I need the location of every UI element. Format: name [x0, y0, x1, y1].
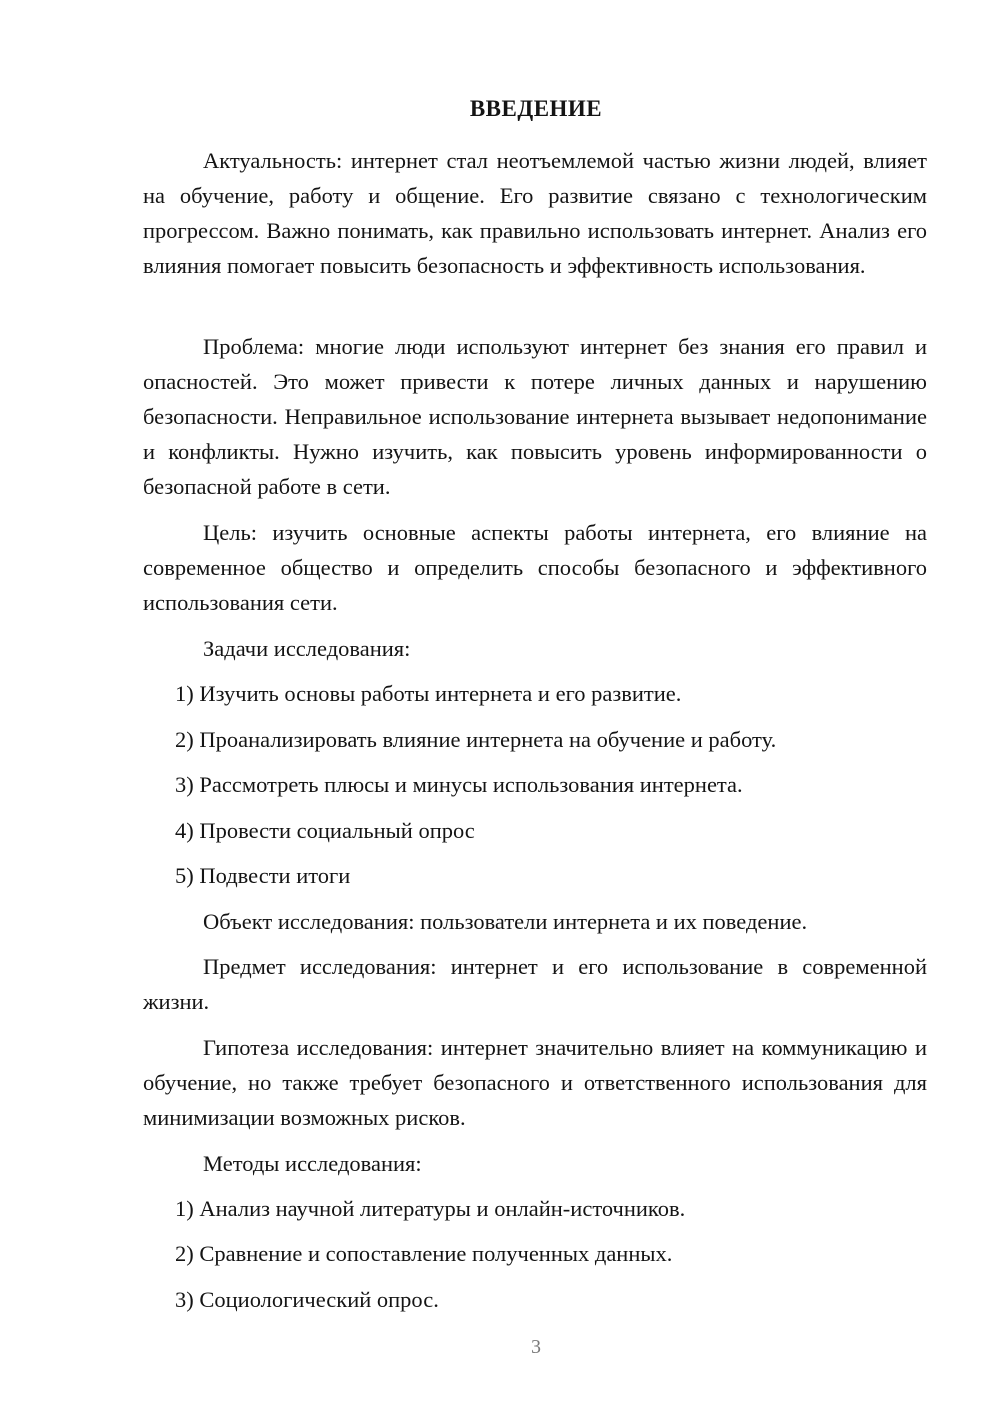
paragraph-object: Объект исследования: пользователи интернета и их поведение.: [203, 909, 808, 934]
paragraph-hypothesis: Гипотеза исследования: интернет значительно влияет на коммуникацию и обучение, но также требует безопасного и ответственного использования для минимизации возможных рисков.: [143, 1035, 927, 1130]
tasks-heading: Задачи исследования:: [203, 636, 411, 661]
paragraph-problem: Проблема: многие люди используют интернет без знания его правил и опасностей. Это может привести к потере личных данных и нарушению безопасности. Неправильное использование интернета вызывает недопонимание и конфликты. Нужно изучить, как повысить уровень информированности о безопасной работе в сети.: [143, 334, 927, 499]
paragraph-subject: Предмет исследования: интернет и его использование в современной жизни.: [143, 954, 927, 1014]
paragraph-relevance: Актуальность: интернет стал неотъемлемой частью жизни людей, влияет на обучение, работу и общение. Его развитие связано с технологическим прогрессом. Важно понимать, как правильно использовать интернет. Анализ его влияния помогает повысить безопасность и эффективность использования.: [143, 148, 927, 278]
page-number: 3: [531, 1336, 541, 1358]
method-item: 1) Анализ научной литературы и онлайн-источников.: [175, 1196, 686, 1221]
method-item: 3) Социологический опрос.: [175, 1287, 439, 1312]
task-item: 2) Проанализировать влияние интернета на обучение и работу.: [175, 727, 777, 752]
method-item: 2) Сравнение и сопоставление полученных данных.: [175, 1241, 673, 1266]
task-item: 3) Рассмотреть плюсы и минусы использования интернета.: [175, 772, 743, 797]
task-item: 5) Подвести итоги: [175, 863, 351, 888]
task-item: 1) Изучить основы работы интернета и его развитие.: [175, 681, 682, 706]
task-item: 4) Провести социальный опрос: [175, 818, 475, 843]
paragraph-goal: Цель: изучить основные аспекты работы интернета, его влияние на современное общество и определить способы безопасного и эффективного использования сети.: [143, 520, 927, 615]
methods-heading: Методы исследования:: [203, 1151, 422, 1176]
page-title: ВВЕДЕНИЕ: [469, 96, 603, 121]
